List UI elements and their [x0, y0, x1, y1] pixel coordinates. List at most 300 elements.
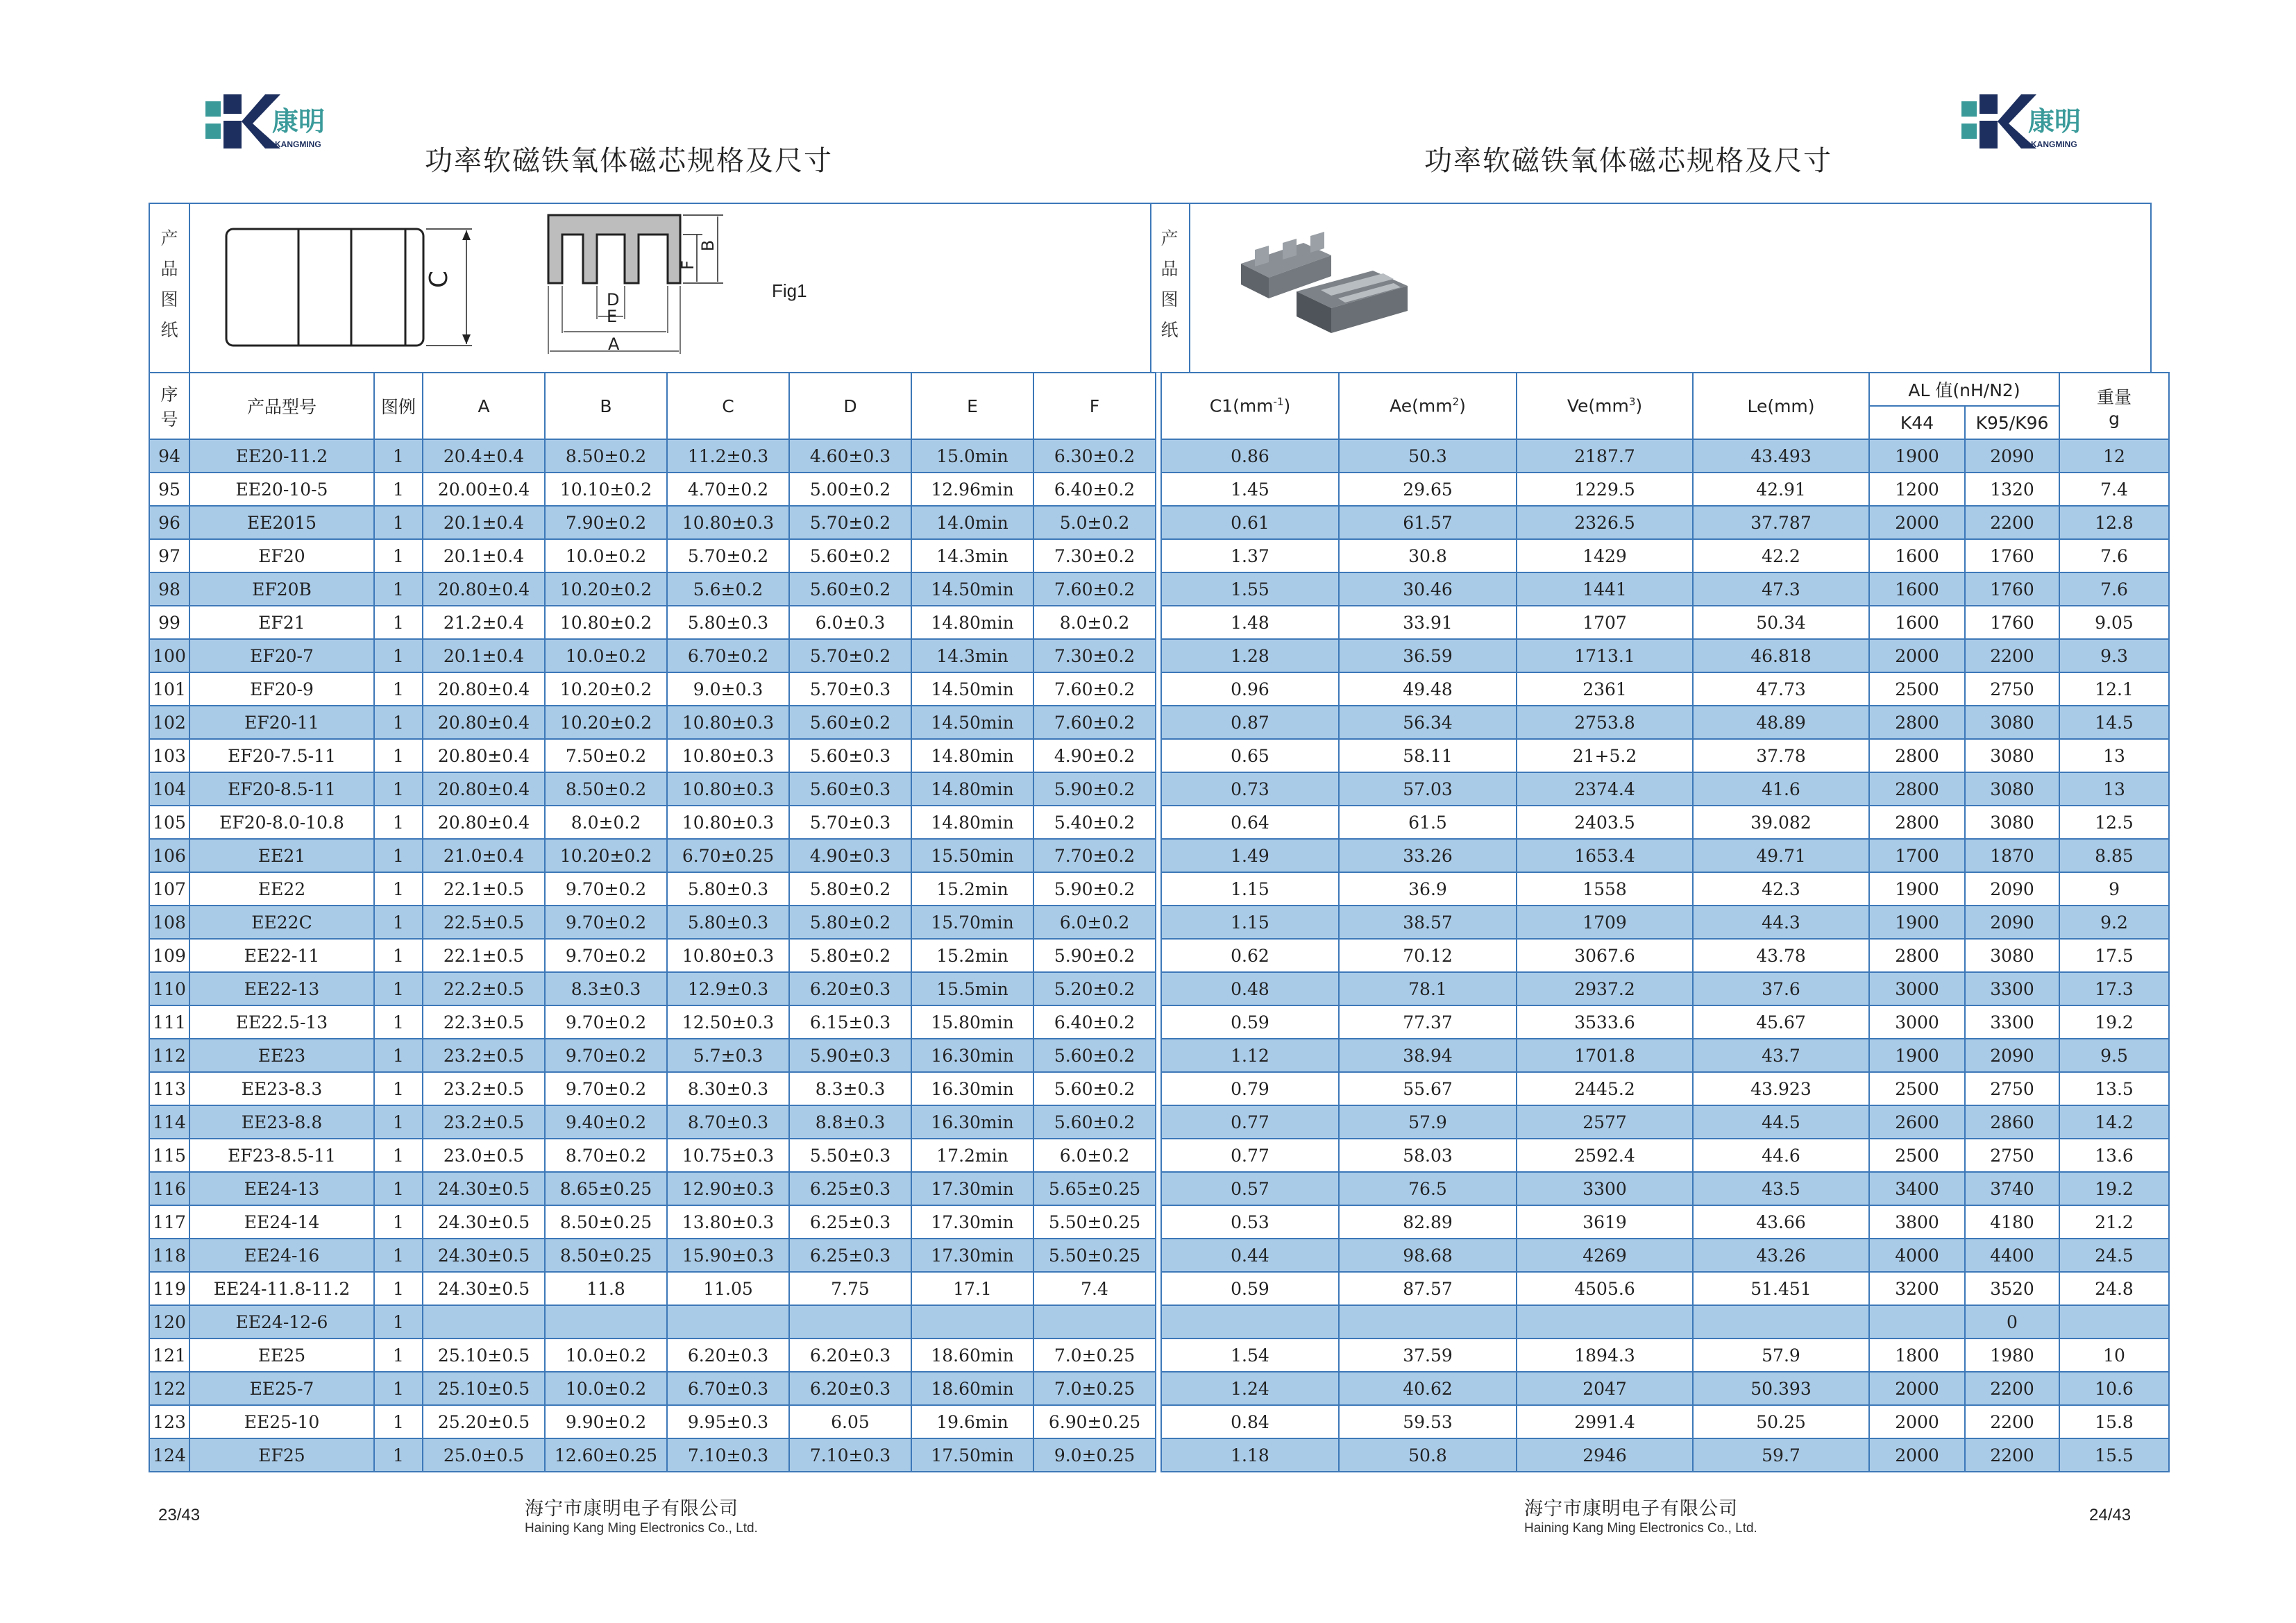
cell-model: EE22C: [189, 906, 374, 939]
cell-ve: 2445.2: [1517, 1072, 1693, 1105]
cell-a: 23.2±0.5: [423, 1072, 545, 1105]
cell-ae: 87.57: [1339, 1272, 1517, 1305]
divider: [189, 203, 190, 373]
cell-ve: 4269: [1517, 1239, 1693, 1272]
cell-k95: 4180: [1965, 1205, 2059, 1239]
cell-a: 21.0±0.4: [423, 839, 545, 872]
table-row: [149, 672, 2169, 706]
cell-weight: 15.8: [2059, 1405, 2169, 1438]
cell-a: 23.2±0.5: [423, 1105, 545, 1139]
col-header-ae: $Ae(mm^2)$: [1339, 373, 1517, 439]
cell-e: 15.80min: [911, 1005, 1033, 1039]
col-header-le: Le(mm): [1693, 373, 1869, 439]
cell-weight: 14.2: [2059, 1105, 2169, 1139]
cell-le: 48.89: [1693, 706, 1869, 739]
cell-b: 8.65±0.25: [545, 1172, 667, 1205]
cell-index: 98: [149, 572, 189, 606]
cell-b: 8.50±0.2: [545, 772, 667, 806]
cell-c1: 0.77: [1161, 1139, 1339, 1172]
cell-ae: 98.68: [1339, 1239, 1517, 1272]
cell-ve: 1229.5: [1517, 473, 1693, 506]
cell-f: 6.0±0.2: [1033, 906, 1156, 939]
column-gap: [1156, 839, 1161, 872]
cell-model: EE22: [189, 872, 374, 906]
table-row: [149, 872, 2169, 906]
cell-le: 42.3: [1693, 872, 1869, 906]
cell-ve: 3300: [1517, 1172, 1693, 1205]
cell-le: 37.787: [1693, 506, 1869, 539]
cell-fig: 1: [374, 1372, 423, 1405]
cell-a: 24.30±0.5: [423, 1172, 545, 1205]
cell-b: 11.8: [545, 1272, 667, 1305]
cell-ae: 29.65: [1339, 473, 1517, 506]
cell-k44: [1869, 1305, 1965, 1339]
cell-b: 9.90±0.2: [545, 1405, 667, 1438]
cell-b: 10.80±0.2: [545, 606, 667, 639]
cell-f: 5.40±0.2: [1033, 806, 1156, 839]
cell-index: 119: [149, 1272, 189, 1305]
cell-c1: 1.49: [1161, 839, 1339, 872]
cell-c: 6.70±0.3: [667, 1372, 789, 1405]
cell-model: EE21: [189, 839, 374, 872]
cell-index: 109: [149, 939, 189, 972]
cell-ae: 57.9: [1339, 1105, 1517, 1139]
cell-ve: 2374.4: [1517, 772, 1693, 806]
cell-b: 10.20±0.2: [545, 672, 667, 706]
cell-d: 7.75: [789, 1272, 911, 1305]
cell-b: 8.70±0.2: [545, 1139, 667, 1172]
cell-index: 111: [149, 1005, 189, 1039]
page-title-right: 功率软磁铁氧体磁芯规格及尺寸: [1424, 145, 1832, 177]
cell-index: 107: [149, 872, 189, 906]
cell-le: 50.34: [1693, 606, 1869, 639]
page-title-left: 功率软磁铁氧体磁芯规格及尺寸: [425, 145, 833, 177]
cell-f: 5.90±0.2: [1033, 939, 1156, 972]
column-gap: [1156, 1339, 1161, 1372]
col-header-d: D: [789, 373, 911, 439]
cell-c: 10.80±0.3: [667, 772, 789, 806]
divider: [1150, 203, 1151, 373]
cell-ae: [1339, 1305, 1517, 1339]
cell-c: [667, 1305, 789, 1339]
company-name-en-right: Haining Kang Ming Electronics Co., Ltd.: [1524, 1521, 1757, 1536]
cell-f: 7.70±0.2: [1033, 839, 1156, 872]
cell-c1: 0.57: [1161, 1172, 1339, 1205]
cell-index: 110: [149, 972, 189, 1005]
cell-a: 25.10±0.5: [423, 1339, 545, 1372]
cell-f: 7.60±0.2: [1033, 672, 1156, 706]
col-header-b: B: [545, 373, 667, 439]
cell-index: 118: [149, 1239, 189, 1272]
cell-c: 5.80±0.3: [667, 906, 789, 939]
cell-a: 24.30±0.5: [423, 1272, 545, 1305]
cell-e: 15.2min: [911, 872, 1033, 906]
col-header-model: 产品型号: [189, 373, 374, 439]
divider: [1189, 203, 1190, 373]
cell-index: 121: [149, 1339, 189, 1372]
column-gap: [1156, 506, 1161, 539]
cell-weight: 8.85: [2059, 839, 2169, 872]
cell-d: 5.70±0.3: [789, 806, 911, 839]
cell-fig: 1: [374, 1105, 423, 1139]
cell-ae: 36.9: [1339, 872, 1517, 906]
cell-ae: 78.1: [1339, 972, 1517, 1005]
cell-f: 7.30±0.2: [1033, 539, 1156, 572]
cell-f: 5.60±0.2: [1033, 1105, 1156, 1139]
cell-weight: 15.5: [2059, 1438, 2169, 1472]
cell-ve: 1713.1: [1517, 639, 1693, 672]
cell-e: 17.30min: [911, 1239, 1033, 1272]
cell-d: 5.60±0.2: [789, 706, 911, 739]
column-gap: [1156, 572, 1161, 606]
cell-k44: 2800: [1869, 939, 1965, 972]
column-gap: [1156, 1139, 1161, 1172]
core-side-view-drawing: [541, 208, 750, 364]
cell-weight: 14.5: [2059, 706, 2169, 739]
cell-ae: 55.67: [1339, 1072, 1517, 1105]
cell-a: 20.80±0.4: [423, 739, 545, 772]
column-gap: [1156, 639, 1161, 672]
table-row: [149, 1272, 2169, 1305]
cell-model: EF20-7: [189, 639, 374, 672]
cell-k95: 2200: [1965, 1405, 2059, 1438]
cell-b: 10.20±0.2: [545, 572, 667, 606]
cell-index: 124: [149, 1438, 189, 1472]
cell-f: 8.0±0.2: [1033, 606, 1156, 639]
cell-le: 57.9: [1693, 1339, 1869, 1372]
column-gap: [1156, 373, 1161, 439]
column-gap: [1156, 972, 1161, 1005]
cell-fig: 1: [374, 1005, 423, 1039]
cell-c: 5.80±0.3: [667, 606, 789, 639]
cell-model: EE25-7: [189, 1372, 374, 1405]
cell-k44: 1800: [1869, 1339, 1965, 1372]
column-gap: [1156, 772, 1161, 806]
cell-le: 37.6: [1693, 972, 1869, 1005]
cell-k44: 3400: [1869, 1172, 1965, 1205]
cell-ae: 38.94: [1339, 1039, 1517, 1072]
column-gap: [1156, 872, 1161, 906]
cell-ae: 58.11: [1339, 739, 1517, 772]
cell-a: 22.3±0.5: [423, 1005, 545, 1039]
cell-index: 97: [149, 539, 189, 572]
cell-k44: 1900: [1869, 439, 1965, 473]
cell-c: 10.80±0.3: [667, 806, 789, 839]
cell-weight: 12.8: [2059, 506, 2169, 539]
cell-weight: 9: [2059, 872, 2169, 906]
cell-d: 5.70±0.2: [789, 639, 911, 672]
cell-k44: 2000: [1869, 1405, 1965, 1438]
table-row: [149, 772, 2169, 806]
cell-ae: 77.37: [1339, 1005, 1517, 1039]
cell-a: 20.1±0.4: [423, 539, 545, 572]
cell-le: 43.923: [1693, 1072, 1869, 1105]
cell-le: 41.6: [1693, 772, 1869, 806]
cell-model: EF20-8.5-11: [189, 772, 374, 806]
dim-label-d: D: [607, 290, 620, 309]
cell-c1: 1.48: [1161, 606, 1339, 639]
cell-fig: 1: [374, 1405, 423, 1438]
cell-fig: 1: [374, 772, 423, 806]
cell-ae: 38.57: [1339, 906, 1517, 939]
cell-f: 5.90±0.2: [1033, 872, 1156, 906]
cell-k44: 1600: [1869, 539, 1965, 572]
table-row: [149, 439, 2169, 473]
cell-ve: 2592.4: [1517, 1139, 1693, 1172]
cell-le: 51.451: [1693, 1272, 1869, 1305]
cell-k95: 3080: [1965, 772, 2059, 806]
cell-index: 116: [149, 1172, 189, 1205]
column-gap: [1156, 1372, 1161, 1405]
cell-le: 44.6: [1693, 1139, 1869, 1172]
cell-index: 104: [149, 772, 189, 806]
cell-d: 8.8±0.3: [789, 1105, 911, 1139]
cell-le: 42.91: [1693, 473, 1869, 506]
dim-label-c: C: [425, 270, 454, 289]
cell-k95: 2750: [1965, 672, 2059, 706]
cell-k44: 4000: [1869, 1239, 1965, 1272]
cell-a: 20.4±0.4: [423, 439, 545, 473]
cell-d: 5.00±0.2: [789, 473, 911, 506]
col-header-e: E: [911, 373, 1033, 439]
cell-c: 15.90±0.3: [667, 1239, 789, 1272]
cell-model: EE23-8.8: [189, 1105, 374, 1139]
cell-a: 23.2±0.5: [423, 1039, 545, 1072]
cell-f: [1033, 1305, 1156, 1339]
cell-ae: 61.5: [1339, 806, 1517, 839]
cell-c: 11.05: [667, 1272, 789, 1305]
cell-b: 10.10±0.2: [545, 473, 667, 506]
cell-k95: 1760: [1965, 606, 2059, 639]
cell-model: EE25: [189, 1339, 374, 1372]
cell-k95: 2200: [1965, 1438, 2059, 1472]
cell-index: 114: [149, 1105, 189, 1139]
cell-k95: 3080: [1965, 739, 2059, 772]
company-logo-right: [1959, 89, 2104, 153]
cell-le: 43.66: [1693, 1205, 1869, 1239]
cell-b: 8.0±0.2: [545, 806, 667, 839]
table-row: [149, 1372, 2169, 1405]
cell-e: 12.96min: [911, 473, 1033, 506]
cell-model: EE23: [189, 1039, 374, 1072]
company-name-cn-right: 海宁市康明电子有限公司: [1524, 1498, 1738, 1520]
table-row: [149, 639, 2169, 672]
cell-b: [545, 1305, 667, 1339]
cell-ve: 2577: [1517, 1105, 1693, 1139]
cell-b: 8.50±0.2: [545, 439, 667, 473]
cell-model: EE24-16: [189, 1239, 374, 1272]
cell-d: 5.60±0.3: [789, 739, 911, 772]
cell-ae: 70.12: [1339, 939, 1517, 972]
cell-k44: 1600: [1869, 572, 1965, 606]
cell-a: 25.0±0.5: [423, 1438, 545, 1472]
cell-c1: 0.73: [1161, 772, 1339, 806]
cell-c1: 0.84: [1161, 1405, 1339, 1438]
cell-fig: 1: [374, 1239, 423, 1272]
table-row: [149, 1105, 2169, 1139]
cell-model: EF20-7.5-11: [189, 739, 374, 772]
cell-b: 9.70±0.2: [545, 1005, 667, 1039]
cell-e: 19.6min: [911, 1405, 1033, 1438]
cell-k95: 3080: [1965, 806, 2059, 839]
cell-model: EE24-12-6: [189, 1305, 374, 1339]
column-gap: [1156, 672, 1161, 706]
cell-model: EF20: [189, 539, 374, 572]
table-row: [149, 1405, 2169, 1438]
col-header-index: 序号: [149, 373, 189, 439]
cell-a: 23.0±0.5: [423, 1139, 545, 1172]
cell-d: 6.20±0.3: [789, 1339, 911, 1372]
cell-e: 14.50min: [911, 706, 1033, 739]
cell-k44: 1900: [1869, 1039, 1965, 1072]
page-number-right: 24/43: [2089, 1506, 2132, 1524]
table-row: [149, 906, 2169, 939]
cell-c1: [1161, 1305, 1339, 1339]
cell-le: 47.3: [1693, 572, 1869, 606]
cell-index: 95: [149, 473, 189, 506]
cell-c: 11.2±0.3: [667, 439, 789, 473]
cell-b: 7.90±0.2: [545, 506, 667, 539]
cell-model: EF20-8.0-10.8: [189, 806, 374, 839]
cell-k44: 1900: [1869, 906, 1965, 939]
cell-model: EE20-11.2: [189, 439, 374, 473]
cell-ve: 2946: [1517, 1438, 1693, 1472]
cell-fig: 1: [374, 972, 423, 1005]
cell-k95: 2750: [1965, 1139, 2059, 1172]
core-product-photo: [1227, 222, 1449, 350]
cell-index: 123: [149, 1405, 189, 1438]
cell-c: 12.90±0.3: [667, 1172, 789, 1205]
cell-k44: 3200: [1869, 1272, 1965, 1305]
page-number-left: 23/43: [158, 1506, 201, 1524]
table-row: [149, 606, 2169, 639]
cell-le: 43.7: [1693, 1039, 1869, 1072]
cell-model: EE22-11: [189, 939, 374, 972]
cell-b: 8.50±0.25: [545, 1239, 667, 1272]
cell-e: 14.80min: [911, 739, 1033, 772]
cell-a: 22.2±0.5: [423, 972, 545, 1005]
cell-f: 5.60±0.2: [1033, 1072, 1156, 1105]
cell-e: 17.1: [911, 1272, 1033, 1305]
cell-model: EE24-14: [189, 1205, 374, 1239]
cell-c: 8.30±0.3: [667, 1072, 789, 1105]
cell-k44: 2500: [1869, 672, 1965, 706]
cell-fig: 1: [374, 1305, 423, 1339]
cell-k44: 2000: [1869, 1372, 1965, 1405]
cell-d: 5.50±0.3: [789, 1139, 911, 1172]
cell-le: [1693, 1305, 1869, 1339]
cell-b: 8.50±0.25: [545, 1205, 667, 1239]
column-gap: [1156, 1039, 1161, 1072]
cell-ve: 1441: [1517, 572, 1693, 606]
table-row: [149, 473, 2169, 506]
cell-le: 44.5: [1693, 1105, 1869, 1139]
cell-le: 47.73: [1693, 672, 1869, 706]
cell-weight: 13.5: [2059, 1072, 2169, 1105]
cell-c1: 0.86: [1161, 439, 1339, 473]
cell-weight: 9.3: [2059, 639, 2169, 672]
cell-k95: 3520: [1965, 1272, 2059, 1305]
cell-f: 6.0±0.2: [1033, 1139, 1156, 1172]
cell-c1: 0.59: [1161, 1005, 1339, 1039]
cell-le: 59.7: [1693, 1438, 1869, 1472]
cell-e: 16.30min: [911, 1039, 1033, 1072]
cell-d: 5.70±0.2: [789, 506, 911, 539]
cell-c: 9.0±0.3: [667, 672, 789, 706]
cell-le: 49.71: [1693, 839, 1869, 872]
cell-ve: 2187.7: [1517, 439, 1693, 473]
cell-a: 20.80±0.4: [423, 706, 545, 739]
cell-d: 6.25±0.3: [789, 1172, 911, 1205]
cell-ae: 76.5: [1339, 1172, 1517, 1205]
cell-k95: 1320: [1965, 473, 2059, 506]
cell-e: 15.2min: [911, 939, 1033, 972]
cell-c1: 0.44: [1161, 1239, 1339, 1272]
cell-le: 43.78: [1693, 939, 1869, 972]
cell-d: 6.05: [789, 1405, 911, 1438]
col-header-k95: K95/K96: [1965, 406, 2059, 439]
cell-fig: 1: [374, 872, 423, 906]
cell-e: 16.30min: [911, 1072, 1033, 1105]
cell-index: 101: [149, 672, 189, 706]
cell-ae: 61.57: [1339, 506, 1517, 539]
cell-c1: 0.61: [1161, 506, 1339, 539]
cell-d: 5.60±0.2: [789, 572, 911, 606]
cell-f: 7.4: [1033, 1272, 1156, 1305]
cell-weight: 7.6: [2059, 539, 2169, 572]
cell-model: EE24-11.8-11.2: [189, 1272, 374, 1305]
cell-c: 10.75±0.3: [667, 1139, 789, 1172]
cell-fig: 1: [374, 1139, 423, 1172]
cell-a: 20.1±0.4: [423, 639, 545, 672]
cell-d: 5.80±0.2: [789, 906, 911, 939]
table-row: [149, 972, 2169, 1005]
cell-weight: 13: [2059, 772, 2169, 806]
cell-index: 108: [149, 906, 189, 939]
cell-k44: 1200: [1869, 473, 1965, 506]
cell-c: 10.80±0.3: [667, 706, 789, 739]
col-header-c1: $C1(mm^{-1})$: [1161, 373, 1339, 439]
cell-ve: 2991.4: [1517, 1405, 1693, 1438]
dim-label-b: B: [698, 239, 718, 252]
cell-ve: 1653.4: [1517, 839, 1693, 872]
cell-k44: 3000: [1869, 972, 1965, 1005]
cell-index: 103: [149, 739, 189, 772]
spec-table: [149, 372, 2170, 1472]
cell-model: EE25-10: [189, 1405, 374, 1438]
cell-e: 14.0min: [911, 506, 1033, 539]
fig-label: Fig1: [772, 280, 807, 301]
cell-b: 9.70±0.2: [545, 1039, 667, 1072]
column-gap: [1156, 1205, 1161, 1239]
cell-ae: 33.91: [1339, 606, 1517, 639]
cell-f: 4.90±0.2: [1033, 739, 1156, 772]
cell-ve: [1517, 1305, 1693, 1339]
cell-k95: 2090: [1965, 872, 2059, 906]
table-row: [149, 506, 2169, 539]
cell-k44: 2600: [1869, 1105, 1965, 1139]
drawing-label-right: 产品图纸: [1160, 228, 1179, 340]
cell-k95: 2200: [1965, 506, 2059, 539]
cell-fig: 1: [374, 473, 423, 506]
cell-fig: 1: [374, 639, 423, 672]
column-gap: [1156, 1305, 1161, 1339]
cell-ae: 58.03: [1339, 1139, 1517, 1172]
column-gap: [1156, 1438, 1161, 1472]
cell-fig: 1: [374, 839, 423, 872]
cell-index: 106: [149, 839, 189, 872]
cell-a: 25.20±0.5: [423, 1405, 545, 1438]
